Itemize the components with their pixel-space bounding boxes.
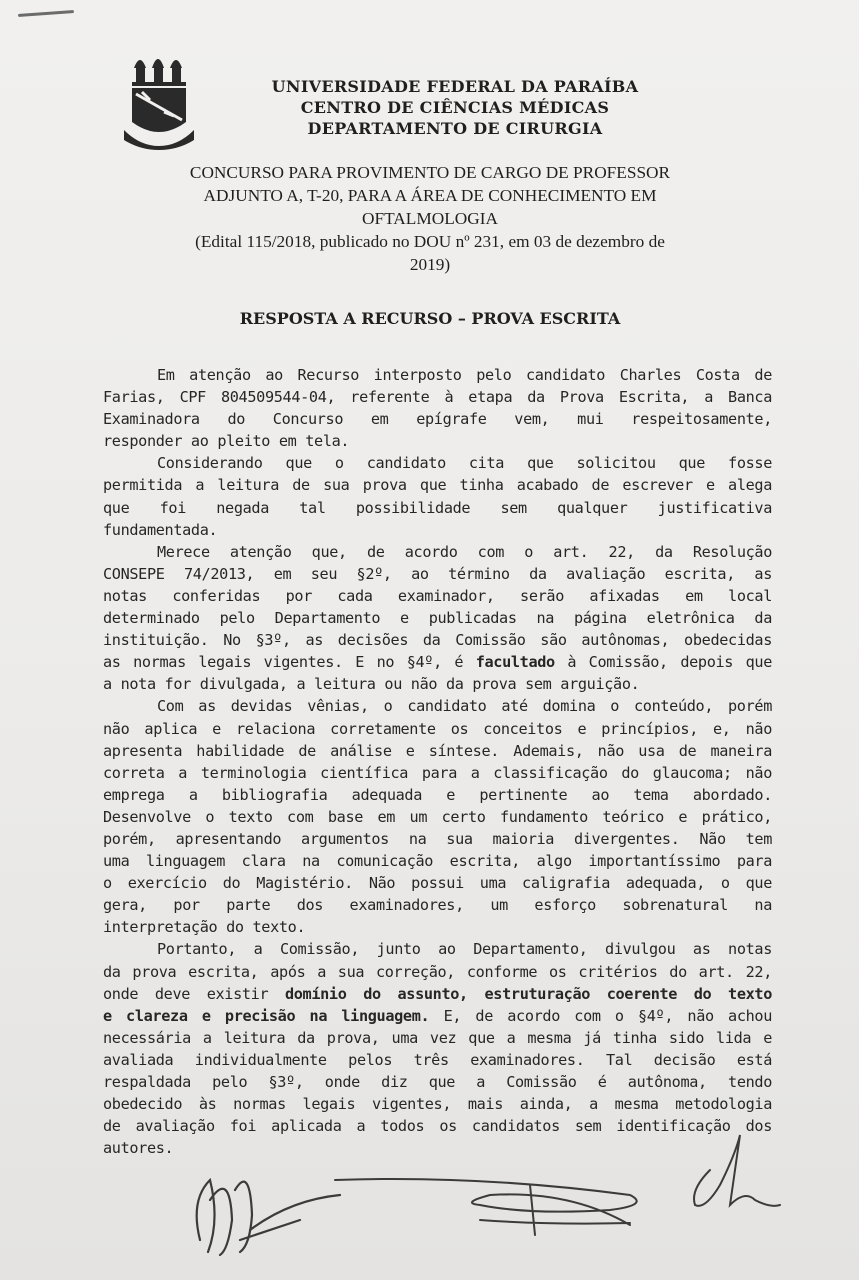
body-line: Com as devidas vênias, o candidato até domina o conteúdo, porém <box>157 697 772 716</box>
body-line: notas conferidas por cada examinador, serão afixadas em local <box>103 586 772 605</box>
body-line: Examinadora do Concurso em epígrafe vem, mui respeitosamente, <box>103 410 772 429</box>
body-line: Portanto, a Comissão, junto ao Departamento, divulgou as notas <box>157 940 772 959</box>
body-line: gera, por parte dos examinadores, um esforço sobrenatural na <box>103 896 772 915</box>
body-line: o exercício do Magistério. Não possui uma caligrafia adequada, o que <box>103 874 772 893</box>
body-line: da prova escrita, após a sua correção, conforme os critérios do art. 22, <box>103 962 772 981</box>
body-line: de avaliação foi aplicada a todos os candidatos sem identificação dos <box>103 1117 772 1136</box>
body-line: a nota for divulgada, a leitura ou não da prova sem arguição. <box>103 675 640 694</box>
body-line: Farias, CPF 804509544-04, referente à etapa da Prova Escrita, a Banca <box>103 388 772 407</box>
body-line: que foi negada tal possibilidade sem qualquer justificativa <box>103 498 772 517</box>
bold-term: facultado <box>475 653 555 672</box>
body-line: Considerando que o candidato cita que solicitou que fosse <box>157 454 772 473</box>
concurso-line-2: ADJUNTO A, T-20, PARA A ÁREA DE CONHECIMENTO EM <box>203 186 657 205</box>
body-line: interpretação do texto. <box>103 918 306 937</box>
body-line: necessária a leitura da prova, uma vez que a mesma já tinha sido lida e <box>103 1028 772 1047</box>
institution-header <box>200 76 710 139</box>
body-line: porém, apresentando argumentos na sua maioria divergentes. Não tem <box>103 829 772 848</box>
body-text: onde deve existir <box>103 984 285 1003</box>
document-body <box>103 364 772 1159</box>
body-line: obedecido às normas legais vigentes, mais ainda, a mesma metodologia <box>103 1095 772 1114</box>
center-name: CENTRO DE CIÊNCIAS MÉDICAS <box>300 98 610 117</box>
body-line: apresenta habilidade de análise e síntese. Ademais, não usa de maneira <box>103 741 772 760</box>
bold-criteria: e clareza e precisão na linguagem. <box>103 1006 430 1025</box>
edital-line-1: (Edital 115/2018, publicado no DOU nº 231, em 03 de dezembro de <box>195 232 665 251</box>
university-crest-icon <box>120 50 198 150</box>
body-line: Em atenção ao Recurso interposto pelo candidato Charles Costa de <box>157 366 772 384</box>
body-line: fundamentada. <box>103 520 218 539</box>
body-text: à Comissão, depois que <box>554 653 772 672</box>
body-line: determinado pelo Departamento e publicadas na página eletrônica da <box>103 609 772 628</box>
body-text: E, de acordo com o §4º, não achou <box>429 1006 772 1025</box>
body-line <box>103 1005 772 1027</box>
signature-right <box>680 1130 790 1220</box>
bold-criteria: domínio do assunto, estruturação coerente do texto <box>284 984 772 1003</box>
body-line: emprega a bibliografia adequada e pertinente ao tema abordado. <box>103 785 772 804</box>
body-line: instituição. No §3º, as decisões da Comissão são autônomas, obedecidas <box>103 631 772 650</box>
body-line: responder ao pleito em tela. <box>103 432 350 451</box>
body-line <box>103 983 772 1005</box>
body-line: permitida a leitura de sua prova que tinha acabado de escrever e alega <box>103 476 772 495</box>
department-name: DEPARTAMENTO DE CIRURGIA <box>307 119 603 138</box>
concurso-line-3: OFTALMOLOGIA <box>362 209 498 228</box>
concurso-line-1: CONCURSO PARA PROVIMENTO DE CARGO DE PROFESSOR <box>189 163 671 182</box>
body-line <box>103 651 772 673</box>
body-line: respaldada pelo §3º, onde diz que a Comissão é autônoma, tendo <box>103 1073 772 1091</box>
body-line: uma linguagem clara na comunicação escrita, algo importantíssimo para <box>103 852 772 871</box>
body-line: correta a terminologia científica para a classificação do glaucoma; não <box>103 763 772 782</box>
edital-line-2: 2019) <box>409 255 451 274</box>
body-line: não aplica e relaciona corretamente os conceitos e princípios, e, não <box>103 719 772 738</box>
signature-center <box>330 1165 660 1245</box>
body-line: avaliada individualmente pelos três examinadores. Tal decisão está <box>103 1050 772 1069</box>
concurso-heading <box>110 161 750 276</box>
university-name: UNIVERSIDADE FEDERAL DA PARAÍBA <box>271 77 639 96</box>
body-line: CONSEPE 74/2013, em seu §2º, ao término da avaliação escrita, as <box>103 564 772 583</box>
body-line: Desenvolve o texto com base em um certo fundamento teórico e prático, <box>103 807 772 826</box>
body-line: Merece atenção que, de acordo com o art. 22, da Resolução <box>157 542 772 561</box>
pen-mark <box>18 10 74 17</box>
document-title: RESPOSTA A RECURSO – PROVA ESCRITA <box>239 309 621 328</box>
body-text: as normas legais vigentes. E no §4º, é <box>103 653 476 672</box>
body-line: autores. <box>103 1139 174 1158</box>
